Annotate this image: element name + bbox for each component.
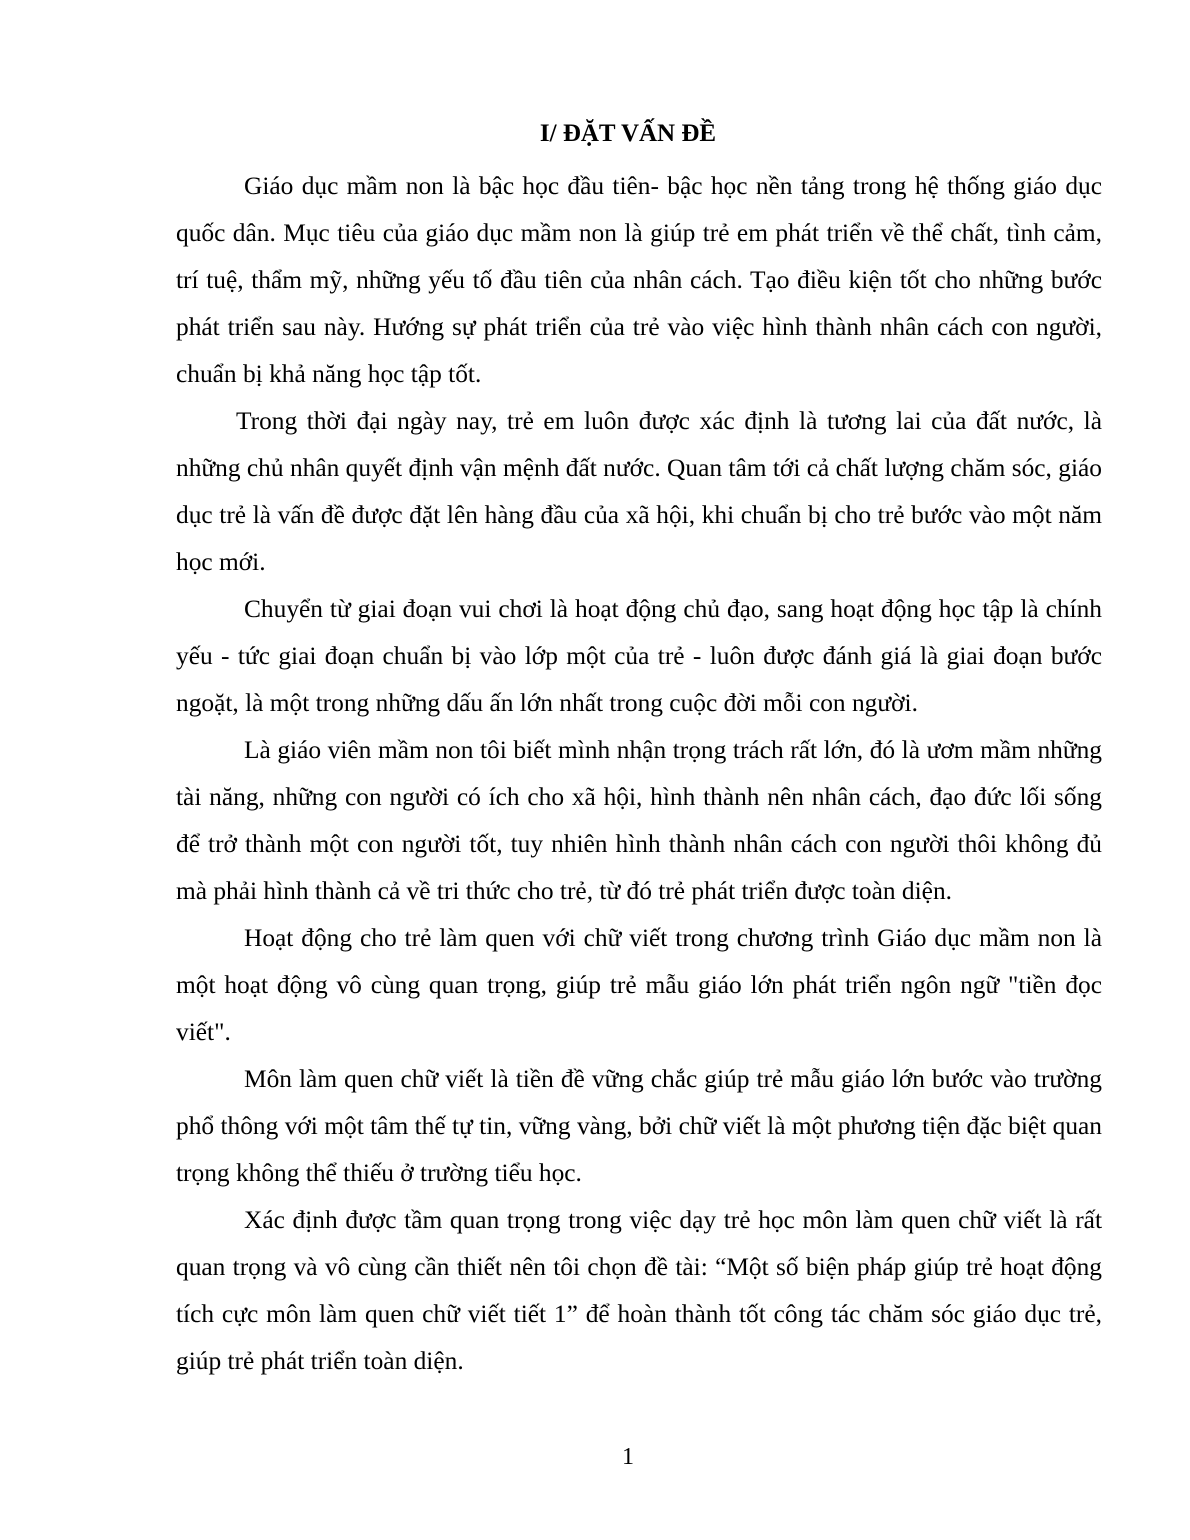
section-heading: I/ ĐẶT VẤN ĐỀ — [539, 120, 717, 147]
paragraph-5: Hoạt động cho trẻ làm quen với chữ viết trong chương trình Giáo dục mầm non là một hoạt động vô cùng quan trọng, giúp trẻ mẫu giáo lớn phát triển ngôn ngữ "tiền đọc viết". — [176, 924, 1102, 1046]
paragraph-1: Giáo dục mầm non là bậc học đầu tiên- bậc học nền tảng trong hệ thống giáo dục quốc dân. Mục tiêu của giáo dục mầm non là giúp trẻ em phát triển về thể chất, tình cảm, trí tuệ, thẩm mỹ, những yếu tố đầu tiên của nhân cách. Tạo điều kiện tốt cho những bước phát triển sau này. Hướng sự phát triển của trẻ vào việc hình thành nhân cách con người, chuẩn bị khả năng học tập tốt. — [176, 172, 1102, 388]
paragraph-6: Môn làm quen chữ viết là tiền đề vững chắc giúp trẻ mẫu giáo lớn bước vào trường phổ thông với một tâm thế tự tin, vững vàng, bởi chữ viết là một phương tiện đặc biệt quan trọng không thể thiếu ở trường tiểu học. — [176, 1065, 1102, 1187]
paragraph-7: Xác định được tầm quan trọng trong việc dạy trẻ học môn làm quen chữ viết là rất quan trọng và vô cùng cần thiết nên tôi chọn đề tài: “Một số biện pháp giúp trẻ hoạt động tích cực môn làm quen chữ viết tiết 1” để hoàn thành tốt công tác chăm sóc giáo dục trẻ, giúp trẻ phát triển toàn diện. — [176, 1206, 1102, 1375]
paragraph-4: Là giáo viên mầm non tôi biết mình nhận trọng trách rất lớn, đó là ươm mầm những tài năng, những con người có ích cho xã hội, hình thành nên nhân cách, đạo đức lối sống để trở thành một con người tốt, tuy nhiên hình thành nhân cách con người thôi không đủ mà phải hình thành cả về tri thức cho trẻ, từ đó trẻ phát triển được toàn diện. — [176, 736, 1102, 905]
page-number: 1 — [622, 1444, 634, 1470]
paragraph-2: Trong thời đại ngày nay, trẻ em luôn được xác định là tương lai của đất nước, là những chủ nhân quyết định vận mệnh đất nước. Quan tâm tới cả chất lượng chăm sóc, giáo dục trẻ là vấn đề được đặt lên hàng đầu của xã hội, khi chuẩn bị cho trẻ bước vào một năm học mới. — [176, 407, 1102, 576]
body-text — [176, 163, 1102, 1385]
paragraph-3: Chuyển từ giai đoạn vui chơi là hoạt động chủ đạo, sang hoạt động học tập là chính yếu - tức giai đoạn chuẩn bị vào lớp một của trẻ - luôn được đánh giá là giai đoạn bước ngoặt, là một trong những dấu ấn lớn nhất trong cuộc đời mỗi con người. — [176, 595, 1102, 717]
